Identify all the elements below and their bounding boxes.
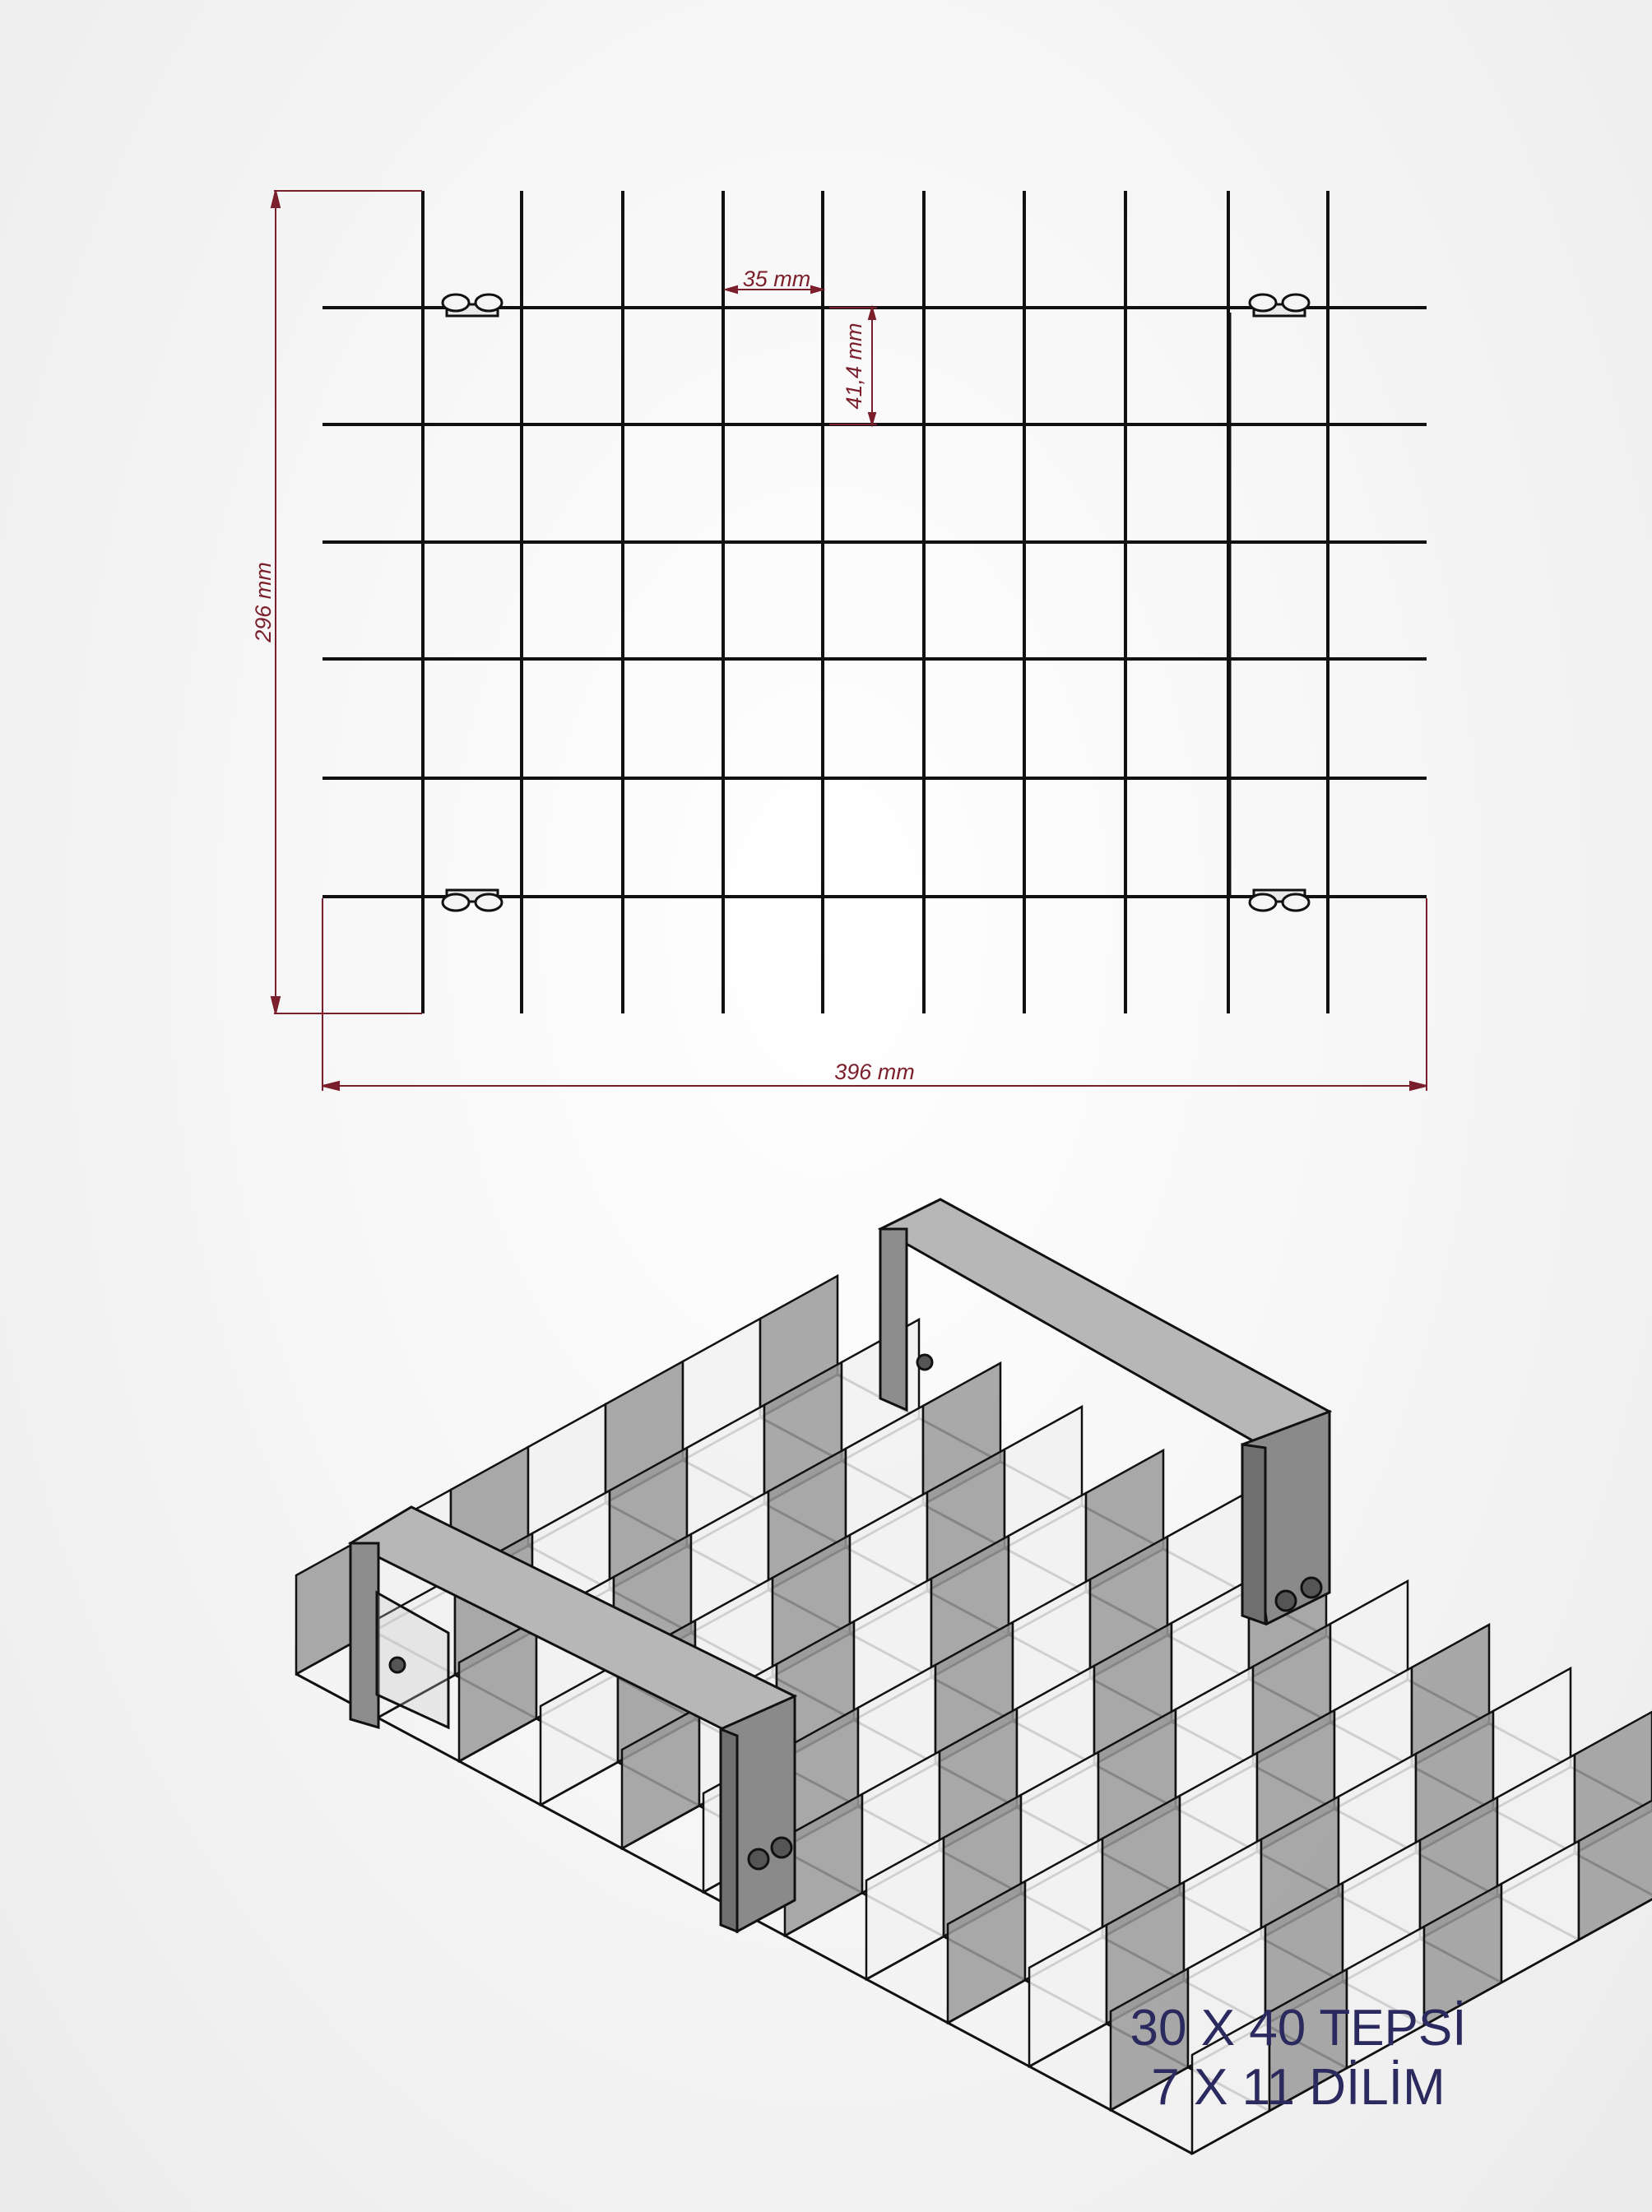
tray-size-label: 30 X 40 TEPSİ: [1130, 2000, 1467, 2057]
cell-height-dimension-label: 41,4 mm: [842, 322, 866, 410]
cell-width-dimension-label: 35 mm: [742, 267, 811, 291]
width-dimension-label: 396 mm: [834, 1060, 915, 1084]
handle-right-plan: [1230, 294, 1328, 911]
slice-count-label: 7 X 11 DİLİM: [1151, 2059, 1446, 2116]
height-dimension-label: 296 mm: [251, 562, 276, 642]
top-view-drawing: [251, 191, 1427, 1091]
handle-left-plan: [423, 294, 522, 911]
product-caption: [1068, 1999, 1529, 2117]
